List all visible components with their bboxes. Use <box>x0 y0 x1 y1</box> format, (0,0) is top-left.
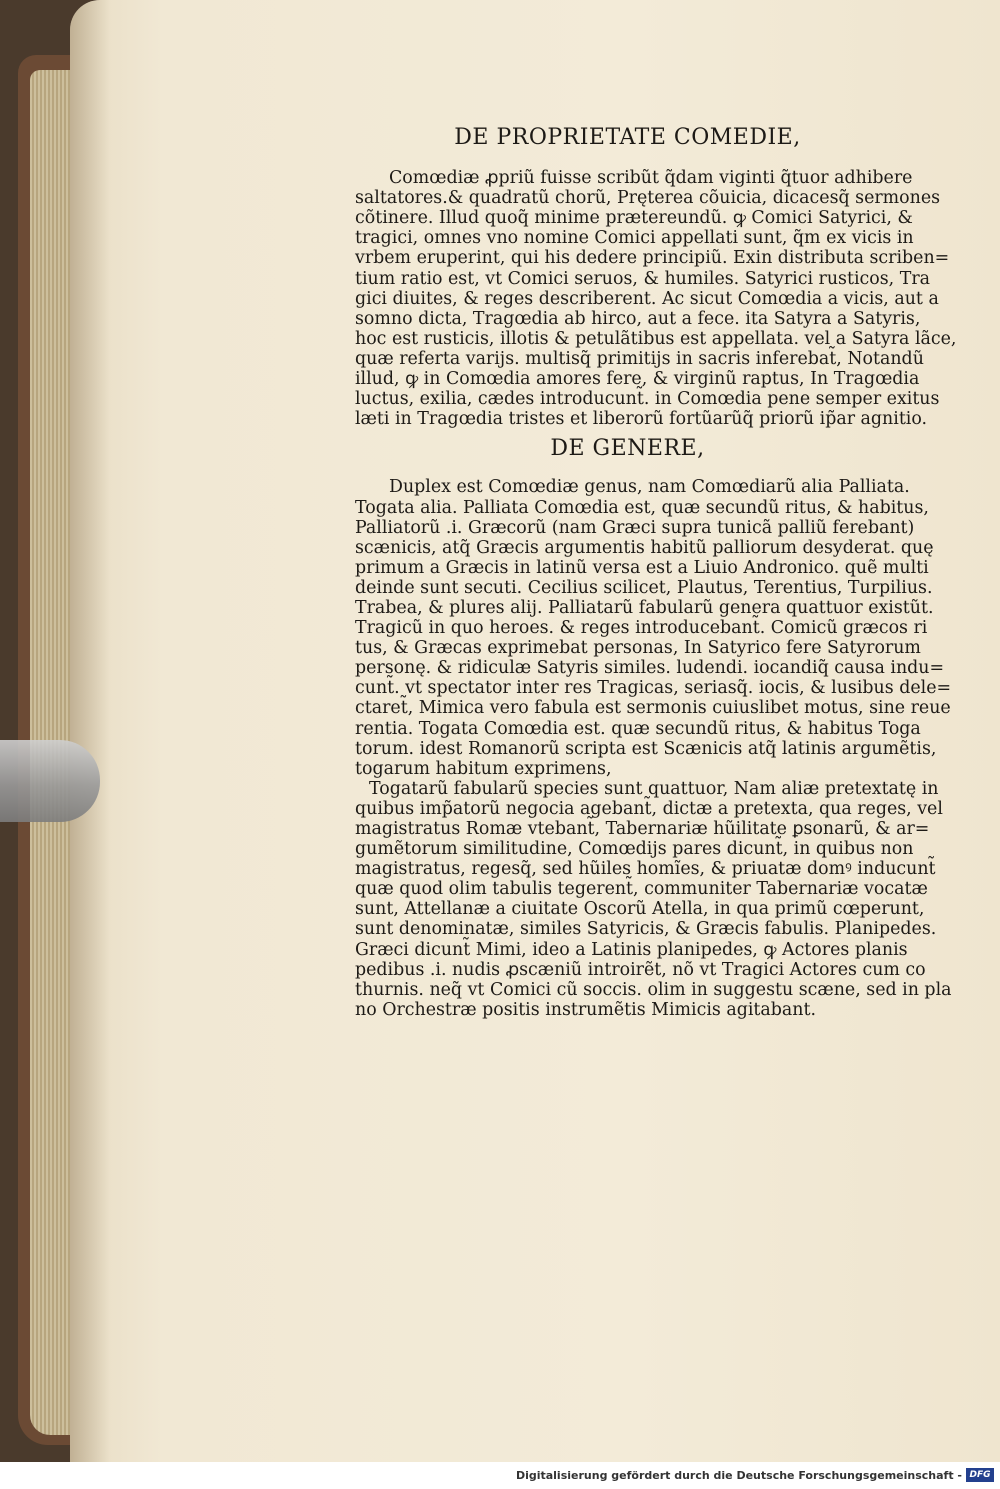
heading-genere: DE GENERE, <box>550 436 705 462</box>
text-line: gumẽtorum similitudine, Comœdijs pares dicunt̃, in quibus non <box>355 839 914 860</box>
page-clip <box>0 740 100 822</box>
text-line: magistratus Romæ vtebant̃, Tabernariæ hũilitate ꝑsonarũ, & ar= <box>355 819 930 839</box>
text-line: cõtinere. Illud quoq̃ minime prætereundũ. ꝙ Comici Satyrici, & <box>355 208 913 229</box>
text-line: scænicis, atq̃ Græcis argumentis habitũ palliorum desyderat. quę <box>355 537 934 558</box>
section-proprietate <box>355 168 957 430</box>
text-line: cunt̃. vt spectator inter res Tragicas, seriasq̃. iocis, & lusibus dele= <box>355 678 952 699</box>
text-line: personę. & ridiculæ Satyris similes. ludendi. iocandiq̃ causa indu= <box>355 658 945 679</box>
text-line: deinde sunt secuti. Cecilius scilicet, Plautus, Terentius, Turpilius. <box>355 577 933 598</box>
text-line: Togata alia. Palliata Comœdia est, quæ secundũ ritus, & habitus, <box>355 497 929 518</box>
text-line: primum a Græcis in latinũ versa est a Liuio Andronico. quẽ multi <box>355 557 929 578</box>
dfg-logo: DFG <box>966 1468 994 1482</box>
text-line: tragici, omnes vno nomine Comici appellati sunt, q̃m ex vicis in <box>355 228 914 249</box>
text-line: tium ratio est, vt Comici seruos, & humiles. Satyrici rusticos, Tra <box>355 268 930 289</box>
text-line: illud, ꝙ in Comœdia amores fere, & virginũ raptus, In Tragœdia <box>355 369 920 390</box>
text-line: Duplex est Comœdiæ genus, nam Comœdiarũ alia Palliata. <box>389 477 910 498</box>
text-line: Græci dicunt̃ Mimi, ideo a Latinis planipedes, ꝙ Actores planis <box>355 939 908 960</box>
text-line: togarum habitum exprimens, <box>355 758 612 779</box>
text-line: Tragicũ in quo heroes. & reges introducebant̃. Comicũ græcos ri <box>355 618 928 639</box>
text-line: no Orchestræ positis instrumẽtis Mimicis agitabant. <box>355 999 816 1020</box>
text-line: Togatarũ fabularũ species sunt quattuor, Nam aliæ pretextatę in <box>369 778 939 799</box>
text-line: quæ quod olim tabulis tegerent̃, communiter Tabernariæ vocatæ <box>355 879 928 900</box>
text-line: Trabea, & plures alij. Palliatarũ fabularũ genera quattuor existũt. <box>355 597 934 618</box>
text-line: somno dicta, Tragœdia ab hirco, aut a fece. ita Satyra a Satyris, <box>355 308 921 329</box>
text-line: torum. idest Romanorũ scripta est Scænicis atq̃ latinis argumẽtis, <box>355 738 937 759</box>
footer-credit: Digitalisierung gefördert durch die Deutsche Forschungsgemeinschaft - <box>515 1469 962 1482</box>
text-line: rentia. Togata Comœdia est. quæ secundũ ritus, & habitus Toga <box>355 718 921 739</box>
text-line: quæ referta varijs. multisq̃ primitijs in sacris inferebat̃, Notandũ <box>355 348 924 369</box>
section-genere <box>355 477 952 1020</box>
page-text <box>355 125 957 1020</box>
text-line: sunt denominatæ, similes Satyricis, & Græcis fabulis. Planipedes. <box>355 919 937 940</box>
text-line: tus, & Græcas exprimebat personas, In Satyrico fere Satyrorum <box>355 638 921 659</box>
text-line: sunt, Attellanæ a ciuitate Oscorũ Atella, in qua primũ cœperunt, <box>355 899 925 920</box>
text-line: pedibus .i. nudis ꝓscæniũ introirẽt, nõ vt Tragici Actores cum co <box>355 959 926 980</box>
text-line: magistratus, regesq̃, sed hũiles homĩes, & priuatæ domꝰ inducunt̃ <box>355 859 936 880</box>
text-line: vrbem eruperint, qui his dedere principiũ. Exin distributa scriben= <box>355 248 950 269</box>
text-line: gici diuites, & reges describerent. Ac sicut Comœdia a vicis, aut a <box>355 288 939 309</box>
page-gutter-shadow <box>70 0 110 1462</box>
footer-bar <box>0 1462 1000 1489</box>
text-line: quibus imp̃atorũ negocia agebant̃, dictæ a pretexta, qua reges, vel <box>355 798 943 819</box>
text-line: hoc est rusticis, illotis & petulãtibus est appellata. vel a Satyra lãce, <box>355 328 957 349</box>
text-line: læti in Tragœdia tristes et liberorũ fortũarũq̃ priorũ ip̃ar agnitio. <box>355 409 928 430</box>
text-line: luctus, exilia, cædes introducunt̃. in Comœdia pene semper exitus <box>355 389 940 410</box>
text-line: Comœdiæ ꝓpriũ fuisse scribũt q̃dam viginti q̃tuor adhibere <box>389 168 913 189</box>
text-line: saltatores.& quadratũ chorũ, Pręterea cõuicia, dicacesq̃ sermones <box>355 188 941 209</box>
text-line: Palliatorũ .i. Græcorũ (nam Græci supra tunicã palliũ ferebant) <box>355 517 915 538</box>
heading-proprietate: DE PROPRIETATE COMEDIE, <box>454 125 801 150</box>
text-line: thurnis. neq̃ vt Comici cũ soccis. olim in suggestu scæne, sed in pla <box>355 979 952 1000</box>
text-line: ctaret̃, Mimica vero fabula est sermonis cuiuslibet motus, sine reue <box>355 698 951 719</box>
